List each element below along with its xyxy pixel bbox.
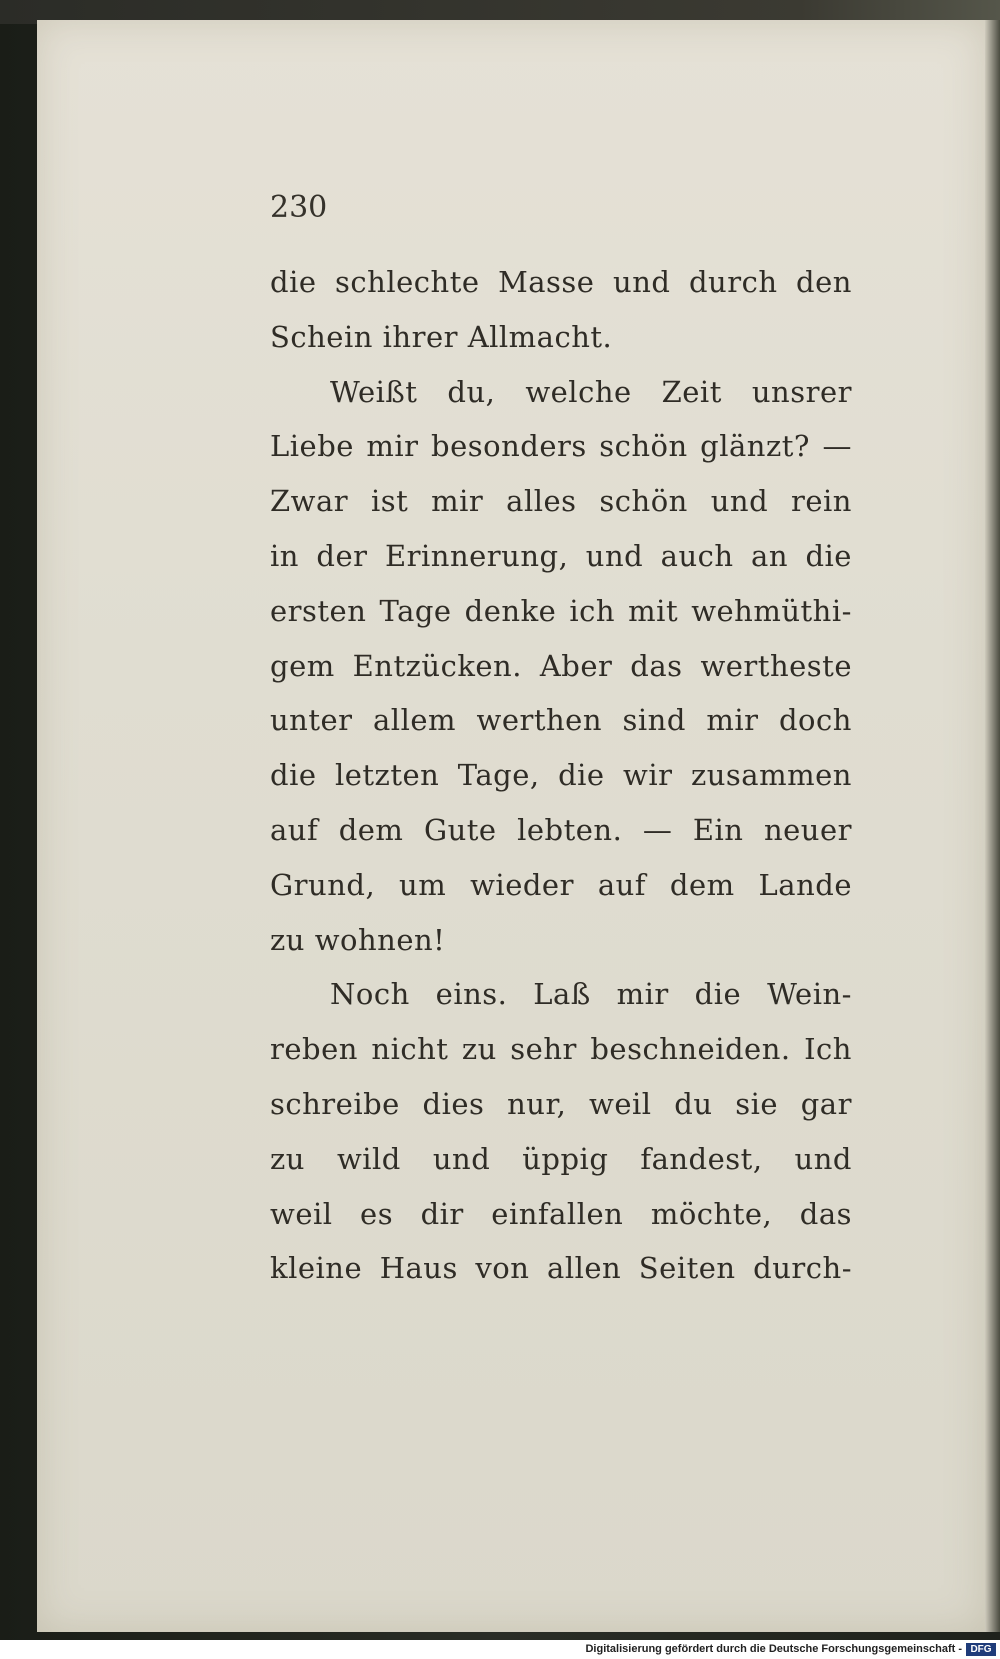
word: mir [706,703,759,738]
word: durch [688,265,778,299]
word: und [432,1141,491,1176]
word: den [796,265,852,299]
word: auch [660,538,734,573]
word: auf [597,867,647,902]
word: mir [431,484,484,519]
word: dies [422,1086,485,1121]
word: auf [270,812,319,847]
word: wohnen! [314,922,446,957]
word: sehr [510,1032,577,1067]
word: von [475,1251,530,1286]
word: ersten [270,593,367,628]
word: Aber [539,648,613,683]
word: in [270,538,299,573]
word: wild [336,1141,401,1176]
word: mir [616,977,669,1012]
page-body-text [270,255,852,1296]
word: lebten. [517,812,623,847]
word: zusammen [690,758,852,793]
word: zu [270,1141,305,1176]
word: welche [525,374,632,409]
word: zu [461,1032,497,1067]
text-line [270,639,852,694]
text-line [270,1241,852,1296]
word: dem [669,867,735,902]
word: die [558,758,605,793]
text-line [270,584,852,639]
text-line [270,365,852,420]
word: unter [270,703,353,738]
word: letzten [334,758,440,793]
word: wir [623,758,673,793]
text-line [270,858,852,913]
word: rein [791,484,852,519]
word: Seiten [638,1251,736,1286]
word: an [751,538,788,573]
word: eins. [435,977,508,1012]
word: Entzücken. [352,648,522,683]
word: durch- [753,1251,852,1286]
word: und [794,1141,852,1176]
word: fandest, [640,1141,763,1176]
word: weil [270,1196,333,1231]
word: Zeit [661,374,722,409]
text-line [270,803,852,858]
text-line [270,1187,852,1242]
word: Allmacht. [467,319,613,354]
word: schön [599,484,688,519]
word: Noch [330,977,410,1012]
word: unsrer [751,374,852,409]
dfg-logo-icon: DFG [966,1643,996,1656]
word: allen [547,1251,622,1286]
text-line [270,967,852,1022]
page-number: 230 [270,190,328,225]
word: — [642,812,673,847]
word: und [613,265,671,299]
text-line [270,255,852,310]
word: gem [270,648,335,683]
word: üppig [522,1141,609,1176]
word: Zwar [270,484,349,519]
word: wieder [470,867,574,902]
word: die [270,758,317,793]
text-line [270,693,852,748]
word: reben [270,1032,358,1067]
word: das [799,1196,852,1231]
word: schön [599,429,688,464]
book-binding-edge [985,20,1000,1632]
word: Gute [423,812,497,847]
word: doch [778,703,852,738]
word: schlechte [335,265,480,299]
word: Masse [498,265,595,299]
word: Erinnerung, [384,538,569,573]
word: es [360,1196,394,1231]
word: ihrer [382,319,458,354]
text-line [270,474,852,529]
word: Tage, [457,758,540,793]
word: ich [569,593,616,628]
word: sie [735,1086,779,1121]
word: dir [420,1196,464,1231]
word: Ein [692,812,744,847]
text-line [270,1022,852,1077]
word: beschneiden. [590,1032,791,1067]
word: denke [464,593,557,628]
word: wehmüthi- [691,593,852,628]
text-line [270,419,852,474]
word: wertheste [700,648,852,683]
word: gar [800,1086,852,1121]
word: Liebe [270,429,354,464]
word: nur, [507,1086,567,1121]
word: Laß [533,977,591,1012]
word: Grund, [270,867,376,902]
word: Schein [270,319,373,354]
word: allem [373,703,457,738]
text-line [270,529,852,584]
word: schreibe [270,1086,400,1121]
word: weil [589,1086,652,1121]
word: das [630,648,683,683]
word: Haus [379,1251,458,1286]
word: die [805,538,852,573]
text-line [270,748,852,803]
word: ist [370,484,409,519]
word: und [585,538,644,573]
word: Lande [758,867,852,902]
text-line [270,310,852,365]
word: nicht [371,1032,449,1067]
word: dem [338,812,404,847]
word: zu [270,922,305,957]
word: die [270,265,317,299]
word: und [710,484,769,519]
word: einfallen [491,1196,624,1231]
word: der [316,538,368,573]
funding-credit: Digitalisierung gefördert durch die Deutsche Forschungsgemeinschaft - [585,1643,962,1655]
word: alles [506,484,577,519]
word: glänzt? [700,429,810,464]
word: neuer [763,812,852,847]
word: Weißt [330,374,418,409]
word: Wein- [767,977,852,1012]
word: du [674,1086,713,1121]
word: Ich [804,1032,852,1067]
text-line [270,1077,852,1132]
word: mit [628,593,679,628]
word: sind [622,703,686,738]
word: besonders [431,429,587,464]
text-line [270,1132,852,1187]
word: mir [366,429,419,464]
word: kleine [270,1251,363,1286]
word: — [822,429,852,464]
word: du, [447,374,496,409]
word: werthen [476,703,603,738]
word: um [399,867,447,902]
word: die [694,977,742,1012]
word: Tage [379,593,452,628]
text-line [270,913,852,968]
word: möchte, [650,1196,773,1231]
